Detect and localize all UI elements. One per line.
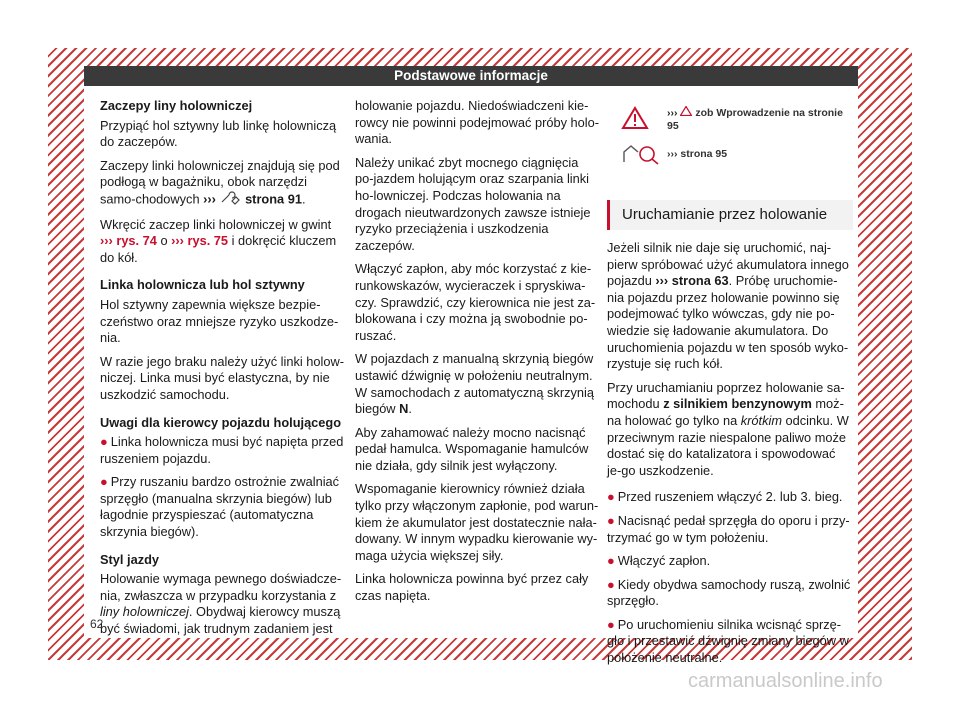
warning-triangle-icon [621,106,649,135]
environment-note-icon [621,142,661,171]
bullet-item: ● Przy ruszaniu bardzo ostrożnie zwalniać sprzęgło (manualna skrzynia biegów) lub łagodnie przyspieszać (automatyczna skrzynia biegów). [100,474,340,540]
column-right [607,240,853,674]
environment-reference [621,142,727,171]
paragraph: Zaczepy linki holowniczej znajdują się pod podłogą w bagażniku, obok narzędzi samo-chodowych ››› strona 91. [100,158,346,210]
bullet-item: ● Kiedy obydwa samochody ruszą, zwolnić sprzęgło. [607,576,851,609]
paragraph: W pojazdach z manualną skrzynią biegów ustawić dźwignię w położeniu neutralnym. W samochodach z automatyczną skrzynią biegów N. [355,351,594,417]
figure-link-75[interactable]: ››› rys. 75 [171,233,229,249]
page-link[interactable]: ››› strona 63 [655,273,729,289]
warning-reference: ››› zob Wprowadzenie na stronie 95 [621,106,853,135]
paragraph: Wspomaganie kierownicy również działa tylko przy włączonym zapłonie, pod warun-kiem że akumulator jest dostatecznie nała-dowany. W innym wypadku kierowanie wy-maga użycia większej siły. [355,481,599,563]
paragraph: Należy unikać zbyt mocnego ciągnięcia po-jazdem holującym oraz szarpania linki ho-lowniczej. Podczas holowania na drogach nieutwardzonych zawsze istnieje ryzyko przeciążenia i uszkodzenia zaczepów. [355,154,591,253]
bullet-icon: ● [607,489,615,505]
paragraph: holowanie pojazdu. Niedoświadczeni kie-rowcy nie powinni podejmować próby holo-wania. [355,98,599,147]
bullet-icon: ● [100,434,108,450]
intro-link[interactable]: zob Wprowadzenie na stronie 95 [667,107,843,132]
bullet-item: ● Nacisnąć pedał sprzęgła do oporu i przy-trzymać go w tym położeniu. [607,512,850,545]
paragraph: Włączyć zapłon, aby móc korzystać z kie-runkowskazów, wycieraczek i spryskiwa-czy. Sprawdzić, czy kierownica nie jest za-blokowana i czy można ją swobodnie po-ruszać. [355,261,596,343]
reference-box [607,98,853,174]
heading-driver-notes: Uwagi dla kierowcy pojazdu holującego [100,414,342,430]
heading-tow-hooks: Zaczepy liny holowniczej [100,98,253,113]
watermark: carmanualsonline.info [688,670,883,692]
paragraph: Wkręcić zaczep linki holowniczej w gwint ››› rys. 74 o ››› rys. 75 i dokręcić kluczem do kół. [100,216,337,265]
bullet-icon: ● [607,512,615,528]
bullet-icon: ● [607,553,615,569]
paragraph: W razie jego braku należy użyć linki holow-niczej. Linka musi być elastyczna, by nie uszkodzić samochodu. [100,353,344,402]
tools-icon [220,191,242,210]
paragraph: Przy uruchamianiu poprzez holowanie sa-mochodu z silnikiem benzynowym moż-na holować go tylko na krótkim odcinku. W przeciwnym razie niespalone paliwo może dostać się do katalizatora i spowodować je-go uszkodzenie. [607,379,849,478]
bullet-item: ● Włączyć zapłon. [607,553,711,569]
paragraph: Linka holownicza powinna być przez cały czas napięta. [355,571,589,604]
heading-rope-or-bar: Linka holownicza lub hol sztywny [100,277,305,293]
warning-small-icon [680,107,692,119]
bullet-item: ● Przed ruszeniem włączyć 2. lub 3. bieg. [607,489,843,505]
page-header: Podstawowe informacje [84,66,858,86]
paragraph: Aby zahamować należy mocno nacisnąć pedał hamulca. Wspomaganie hamulców nie działa, gdy silnik jest wyłączony. [355,424,589,473]
section-title: Uruchamianie przez holowanie [607,200,853,230]
page-link[interactable]: strona 91 [245,191,302,207]
page-link[interactable]: ››› strona 95 [667,148,728,160]
paragraph: Holowanie wymaga pewnego doświadcze-nia, zwłaszcza w przypadku korzystania z liny holowniczej. Obydwaj kierowcy muszą być świadomi, jak trudnym zadaniem jest [100,571,342,637]
bullet-icon: ● [607,616,615,632]
page-number: 62 [90,617,104,631]
paragraph: Przypiąć hol sztywny lub linkę holowniczą do zaczepów. [100,117,337,150]
bullet-item: ● Linka holownicza musi być napięta przed ruszeniem pojazdu. [100,434,344,466]
bullet-item: ● Po uruchomieniu silnika wcisnąć sprzę-gło i przestawić dźwignię zmiany biegów w położenie neutralne. [607,616,849,666]
column-middle [355,98,599,612]
column-left [100,98,346,645]
bullet-icon: ● [100,474,108,490]
figure-link-74[interactable]: ››› rys. 74 [100,233,157,249]
heading-driving-style: Styl jazdy [100,551,160,567]
paragraph: Hol sztywny zapewnia większe bezpie-czeństwo oraz mniejsze ryzyko uszkodze-nia. [100,296,339,346]
bullet-icon: ● [607,576,615,592]
paragraph: Jeżeli silnik nie daje się uruchomić, naj-pierw spróbować użyć akumulatora innego pojazdu ››› strona 63. Próbę uruchomie-nia pojazdu przez holowanie powinno się podejmować tylko wówczas, gdy nie po-wiedzie się ładowanie akumulatora. Do uruchomienia pojazdu w ten sposób wyko-rzystuje się ruch kół. [607,240,849,372]
